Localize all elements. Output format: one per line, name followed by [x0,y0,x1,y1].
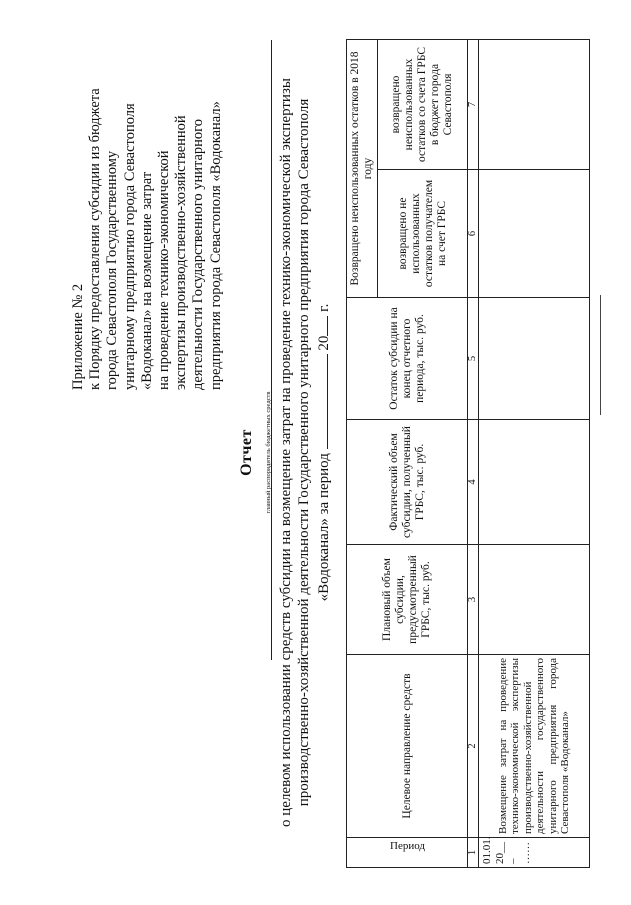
appendix-line: унитарному предприятию города Севастополя [121,103,138,390]
report-body-line: производственно-хозяйственной деятельности Государственного унитарного предприятия города Севастополя [296,98,312,807]
header-purpose: Целевое направление средств [347,655,468,838]
appendix-line: предприятия города Севастополя «Водоканал» [207,101,224,390]
appendix-line: к Порядку предоставления субсидии из бюджета [87,88,104,390]
column-number: 7 [468,40,479,170]
cell-planned [479,545,590,655]
period-year-blank [313,316,328,336]
appendix-line: Приложение № 2 [70,283,86,390]
cell-returned-from-grbs [479,40,590,170]
appendix-line: «Водоканал» на возмещение затрат [138,171,155,390]
header-planned: Плановый объем субсидии, предусмотренный ГРБС, тыс. руб. [347,545,468,655]
report-body-line: о целевом использовании средств субсидии на возмещение затрат на проведение технико-экономической экспертизы [278,78,294,827]
column-number: 5 [468,298,479,420]
appendix-line: города Севастополя Государственному [104,150,121,390]
cell-period: 01.01. 20__ – …… [479,838,590,868]
header-remainder: Остаток субсидии на конец отчетного периода, тыс. руб. [347,298,468,420]
header-period [347,838,468,868]
report-period-line [313,40,333,865]
appendix-line: экспертизы производственно-хозяйственной [173,115,190,390]
period-blank [313,354,328,449]
report-table [346,39,590,868]
appendix-block [70,10,225,390]
report-title: Отчет [238,429,255,476]
header-returned-group: Возвращено неиспользованных остатков в 2018 году [347,40,378,298]
column-number: 6 [468,170,479,298]
cell-remainder [479,298,590,420]
period-suffix: г. [316,303,332,312]
period-year-prefix: 20 [316,335,332,351]
period-prefix: «Водоканал» за период [316,453,332,602]
header-actual: Фактический объем субсидии, полученный ГРБС, тыс. руб. [347,420,468,545]
cell-actual [479,420,590,545]
appendix-line: деятельности Государственного унитарного [190,118,207,390]
header-returned-from-grbs: возвращено неиспользованных остатков со счета ГРБС в бюджет города Севастополя [378,40,468,170]
column-number: 1 [468,838,479,868]
table-row [479,40,590,868]
grbs-hint: главный распорядитель бюджетных средств [265,391,272,514]
header-period-label: Период [389,840,425,852]
column-number: 4 [468,420,479,545]
header-returned-to-grbs: возвращено не использованных остатков получателем на счет ГРБС [378,170,468,298]
column-number: 3 [468,545,479,655]
appendix-line: на проведение технико-экономической [156,150,173,390]
column-number: 2 [468,655,479,838]
footnote-divider [600,295,601,415]
cell-returned-to-grbs [479,170,590,298]
cell-purpose: Возмещение затрат на проведение технико-экономической экспертизы производственно-хозяйственной деятельности государственного унитарного предприятия города Севастополя «Водоканал» [479,655,590,838]
